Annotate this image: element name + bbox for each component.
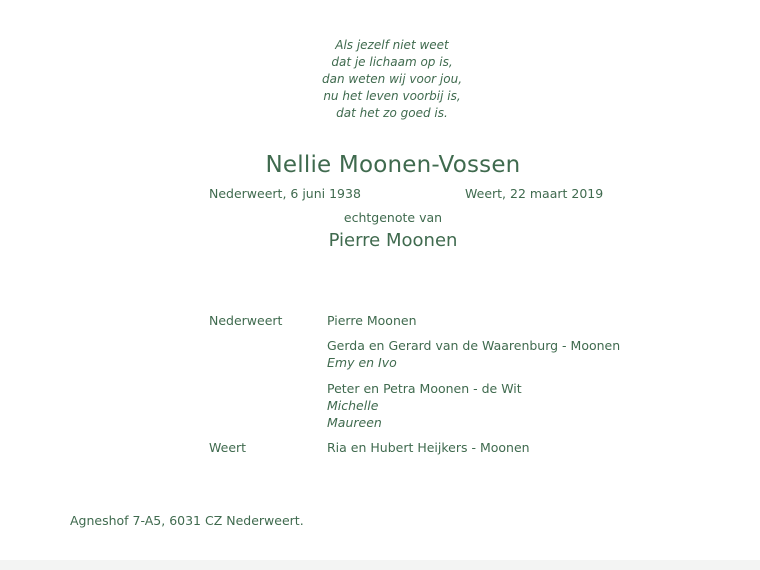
family-member: Pierre Moonen bbox=[327, 313, 417, 328]
poem-line: dat het zo goed is. bbox=[336, 106, 448, 120]
spouse-label: echtgenote van bbox=[343, 210, 443, 225]
family-member: Gerda en Gerard van de Waarenburg - Moonen bbox=[327, 338, 621, 353]
poem bbox=[0, 37, 760, 122]
grandchildren: Emy en Ivo bbox=[327, 355, 397, 370]
deceased-name: Nellie Moonen-Vossen bbox=[265, 152, 521, 178]
family-member: Peter en Petra Moonen - de Wit bbox=[327, 381, 522, 396]
poem-line: dan weten wij voor jou, bbox=[321, 72, 463, 86]
correspondence-address: Agneshof 7-A5, 6031 CZ Nederweert. bbox=[70, 513, 304, 528]
family-place-weert: Weert bbox=[209, 440, 247, 455]
poem-line: nu het leven voorbij is, bbox=[323, 89, 461, 103]
grandchild: Michelle bbox=[327, 398, 379, 413]
spouse-name: Pierre Moonen bbox=[328, 230, 458, 251]
birth-place-date: Nederweert, 6 juni 1938 bbox=[209, 186, 361, 201]
poem-line: Als jezelf niet weet bbox=[335, 38, 449, 52]
grandchild: Maureen bbox=[327, 415, 382, 430]
family-member: Ria en Hubert Heijkers - Moonen bbox=[327, 440, 530, 455]
family-place-nederweert: Nederweert bbox=[209, 313, 283, 328]
poem-line: dat je lichaam op is, bbox=[331, 55, 453, 69]
bottom-edge-strip bbox=[0, 560, 760, 570]
death-place-date: Weert, 22 maart 2019 bbox=[465, 186, 604, 201]
